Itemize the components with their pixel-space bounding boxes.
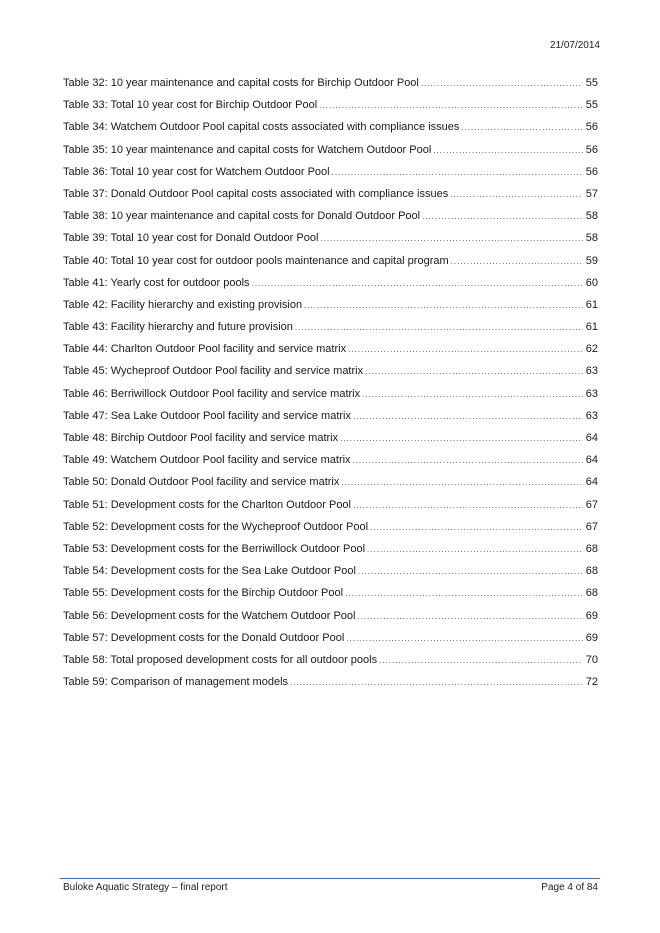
toc-entry[interactable] [63, 499, 598, 521]
dot-leader [332, 168, 583, 177]
toc-entry[interactable] [63, 255, 598, 277]
toc-entry-page: 67 [585, 520, 598, 533]
toc-entry-page: 56 [585, 165, 598, 178]
toc-entry-title: Table 58: Total proposed development costs for all outdoor pools [63, 653, 378, 666]
dot-leader [304, 301, 583, 310]
toc-entry[interactable] [63, 299, 598, 321]
dot-leader [319, 101, 583, 110]
dot-leader [345, 589, 583, 598]
toc-entry-title: Table 32: 10 year maintenance and capital costs for Birchip Outdoor Pool [63, 77, 419, 89]
toc-entry-page: 62 [585, 343, 598, 356]
dot-leader [290, 678, 583, 687]
footer-document-title: Buloke Aquatic Strategy – final report [63, 882, 228, 893]
toc-entry[interactable] [63, 144, 598, 166]
toc-entry-page: 64 [585, 476, 598, 489]
toc-entry-title: Table 43: Facility hierarchy and future provision [63, 321, 293, 334]
dot-leader [346, 634, 582, 643]
toc-entry[interactable] [63, 565, 598, 587]
toc-entry-title: Table 53: Development costs for the Berriwillock Outdoor Pool [63, 542, 366, 555]
toc-entry[interactable] [63, 388, 598, 410]
toc-entry-page: 59 [585, 254, 598, 267]
dot-leader [358, 567, 583, 576]
dot-leader [450, 190, 583, 199]
toc-entry-title: Table 54: Development costs for the Sea Lake Outdoor Pool [63, 565, 356, 578]
toc-entry-page: 60 [585, 276, 598, 289]
toc-entry-title: Table 49: Watchem Outdoor Pool facility and service matrix [63, 454, 351, 467]
dot-leader [422, 212, 583, 221]
footer-page-number: Page 4 of 84 [541, 882, 598, 893]
toc-entry-page: 61 [585, 321, 598, 334]
toc-entry-title: Table 38: 10 year maintenance and capital costs for Donald Outdoor Pool [63, 210, 421, 223]
toc-entry[interactable] [63, 166, 598, 188]
dot-leader [461, 123, 582, 132]
list-of-tables [63, 77, 598, 698]
toc-entry[interactable] [63, 188, 598, 210]
dot-leader [362, 390, 583, 399]
toc-entry[interactable] [63, 676, 598, 698]
dot-leader [341, 478, 582, 487]
toc-entry[interactable] [63, 77, 598, 99]
footer-divider [60, 878, 600, 879]
dot-leader [433, 146, 582, 155]
toc-entry[interactable] [63, 632, 598, 654]
toc-entry-title: Table 59: Comparison of management models [63, 676, 289, 689]
toc-entry[interactable] [63, 210, 598, 232]
toc-entry[interactable] [63, 654, 598, 676]
toc-entry-page: 61 [585, 298, 598, 311]
dot-leader [295, 323, 583, 332]
dot-leader [252, 279, 583, 288]
dot-leader [353, 412, 583, 421]
dot-leader [340, 434, 583, 443]
toc-entry[interactable] [63, 99, 598, 121]
toc-entry-page: 63 [585, 365, 598, 378]
toc-entry-page: 68 [585, 542, 598, 555]
toc-entry-page: 55 [585, 99, 598, 112]
toc-entry-page: 56 [585, 143, 598, 156]
dot-leader [320, 234, 582, 243]
toc-entry[interactable] [63, 232, 598, 254]
toc-entry[interactable] [63, 343, 598, 365]
toc-entry-title: Table 50: Donald Outdoor Pool facility and service matrix [63, 476, 340, 489]
toc-entry-title: Table 34: Watchem Outdoor Pool capital costs associated with compliance issues [63, 121, 460, 134]
toc-entry-page: 70 [585, 653, 598, 666]
toc-entry-page: 58 [585, 232, 598, 245]
dot-leader [357, 612, 582, 621]
toc-entry-title: Table 47: Sea Lake Outdoor Pool facility and service matrix [63, 409, 351, 422]
toc-entry[interactable] [63, 454, 598, 476]
toc-entry[interactable] [63, 476, 598, 498]
toc-entry-page: 63 [585, 387, 598, 400]
toc-entry[interactable] [63, 410, 598, 432]
toc-entry-title: Table 37: Donald Outdoor Pool capital costs associated with compliance issues [63, 187, 449, 200]
toc-entry-title: Table 45: Wycheproof Outdoor Pool facility and service matrix [63, 365, 364, 378]
toc-entry[interactable] [63, 432, 598, 454]
toc-entry-title: Table 42: Facility hierarchy and existing provision [63, 298, 303, 311]
toc-entry-title: Table 41: Yearly cost for outdoor pools [63, 276, 250, 289]
dot-leader [353, 501, 583, 510]
toc-entry-page: 56 [585, 121, 598, 134]
dot-leader [421, 79, 583, 88]
dot-leader [451, 257, 583, 266]
toc-entry-page: 72 [585, 676, 598, 689]
toc-entry[interactable] [63, 610, 598, 632]
toc-entry-title: Table 55: Development costs for the Birchip Outdoor Pool [63, 587, 344, 600]
toc-entry-page: 55 [585, 77, 598, 89]
toc-entry-title: Table 35: 10 year maintenance and capital costs for Watchem Outdoor Pool [63, 143, 432, 156]
toc-entry[interactable] [63, 587, 598, 609]
toc-entry-title: Table 39: Total 10 year cost for Donald Outdoor Pool [63, 232, 319, 245]
toc-entry-title: Table 44: Charlton Outdoor Pool facility and service matrix [63, 343, 347, 356]
toc-entry-page: 58 [585, 210, 598, 223]
toc-entry-title: Table 56: Development costs for the Watchem Outdoor Pool [63, 609, 356, 622]
toc-entry-title: Table 57: Development costs for the Donald Outdoor Pool [63, 631, 345, 644]
toc-entry[interactable] [63, 521, 598, 543]
toc-entry-page: 63 [585, 409, 598, 422]
toc-entry-page: 64 [585, 454, 598, 467]
toc-entry[interactable] [63, 321, 598, 343]
header-date: 21/07/2014 [549, 40, 600, 51]
dot-leader [365, 367, 583, 376]
toc-entry-page: 68 [585, 587, 598, 600]
toc-entry-page: 69 [585, 631, 598, 644]
toc-entry[interactable] [63, 543, 598, 565]
dot-leader [348, 345, 583, 354]
dot-leader [379, 656, 583, 665]
dot-leader [353, 456, 583, 465]
toc-entry-title: Table 48: Birchip Outdoor Pool facility and service matrix [63, 432, 339, 444]
toc-entry-title: Table 52: Development costs for the Wycheproof Outdoor Pool [63, 520, 369, 533]
toc-entry-title: Table 36: Total 10 year cost for Watchem Outdoor Pool [63, 165, 330, 178]
toc-entry[interactable] [63, 365, 598, 387]
toc-entry-title: Table 46: Berriwillock Outdoor Pool facility and service matrix [63, 387, 361, 400]
dot-leader [370, 523, 583, 532]
toc-entry[interactable] [63, 121, 598, 143]
toc-entry-page: 57 [585, 187, 598, 200]
toc-entry-page: 68 [585, 565, 598, 578]
toc-entry-page: 69 [585, 609, 598, 622]
toc-entry-title: Table 40: Total 10 year cost for outdoor pools maintenance and capital program [63, 254, 449, 267]
toc-entry-page: 67 [585, 498, 598, 511]
toc-entry[interactable] [63, 277, 598, 299]
toc-entry-title: Table 33: Total 10 year cost for Birchip Outdoor Pool [63, 99, 318, 112]
toc-entry-page: 64 [585, 432, 598, 444]
toc-entry-title: Table 51: Development costs for the Charlton Outdoor Pool [63, 498, 351, 511]
dot-leader [367, 545, 583, 554]
